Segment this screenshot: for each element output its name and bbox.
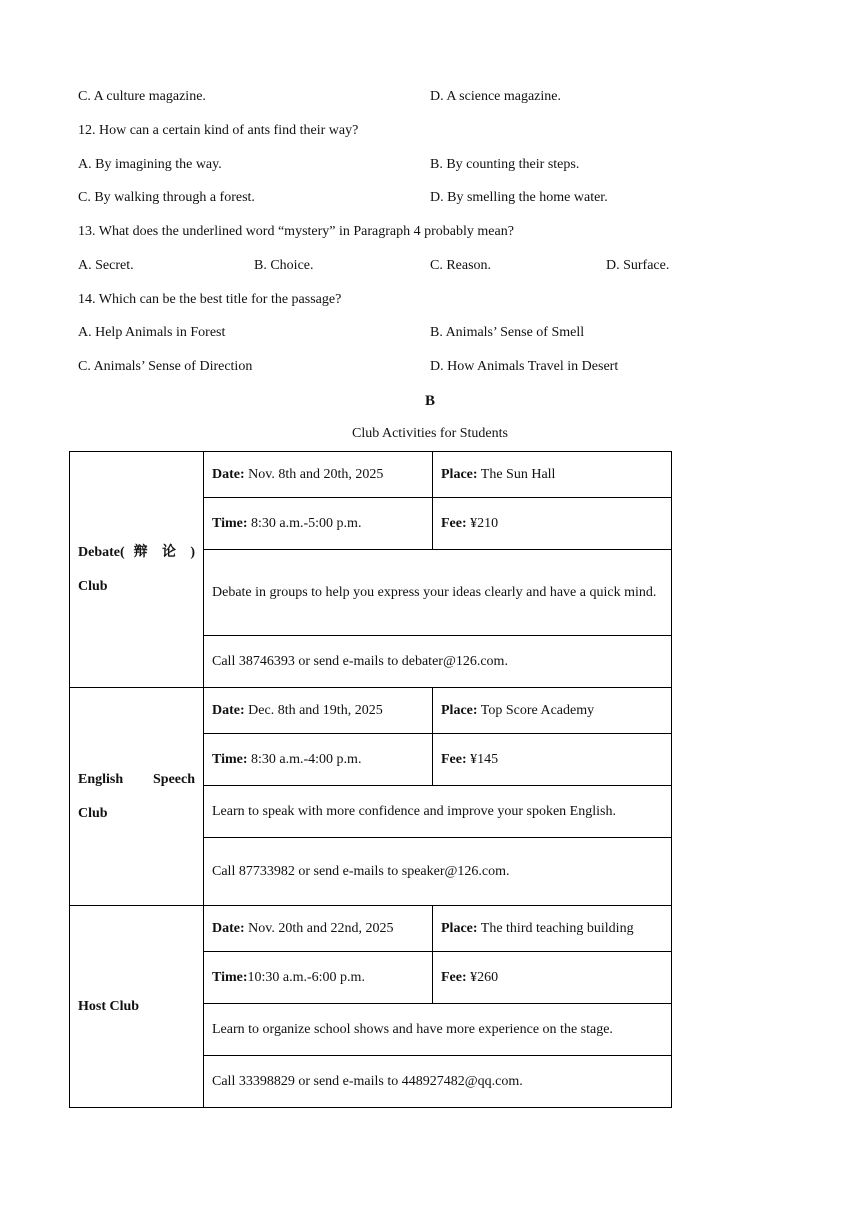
q12-option-d: D. By smelling the home water. — [430, 190, 608, 205]
q12-option-b: B. By counting their steps. — [430, 157, 580, 172]
date-label: Date: — [212, 702, 245, 718]
club-activities-table — [69, 451, 672, 1108]
date-value: Dec. 8th and 19th, 2025 — [244, 702, 383, 718]
club-description: Learn to speak with more confidence and improve your spoken English. — [204, 786, 672, 838]
fee-label: Fee: — [441, 751, 467, 767]
club-contact: Call 33398829 or send e-mails to 448927482@qq.com. — [204, 1056, 672, 1108]
club-place-cell — [433, 906, 672, 952]
fee-label: Fee: — [441, 969, 467, 985]
club-place-cell — [433, 452, 672, 498]
q12-option-c: C. By walking through a forest. — [78, 190, 255, 205]
place-value: The Sun Hall — [477, 466, 556, 482]
section-title: Club Activities for Students — [352, 426, 508, 441]
table-row — [70, 906, 672, 952]
q13-option-c: C. Reason. — [430, 258, 492, 273]
club-contact: Call 87733982 or send e-mails to speaker@126.com. — [204, 838, 672, 906]
club-time-cell — [204, 952, 433, 1004]
q13-option-b: B. Choice. — [254, 258, 314, 273]
place-label: Place: — [441, 920, 478, 936]
q12-stem: 12. How can a certain kind of ants find their way? — [78, 123, 359, 138]
time-value: 8:30 a.m.-4:00 p.m. — [247, 751, 362, 767]
date-label: Date: — [212, 466, 245, 482]
club-name-line: Debate( 辩 论 ) — [78, 544, 195, 560]
q14-option-a: A. Help Animals in Forest — [78, 325, 226, 340]
club-name-line: Host Club — [78, 998, 140, 1014]
club-name-line: Club — [78, 805, 108, 821]
q14-stem: 14. Which can be the best title for the passage? — [78, 292, 342, 307]
time-label: Time: — [212, 751, 248, 767]
fee-value: ¥210 — [466, 515, 499, 531]
time-value: 10:30 a.m.-6:00 p.m. — [247, 969, 365, 985]
table-row — [70, 688, 672, 734]
club-name-english-speech — [70, 688, 204, 906]
q13-option-d: D. Surface. — [606, 258, 670, 273]
club-place-cell — [433, 688, 672, 734]
q14-option-d: D. How Animals Travel in Desert — [430, 359, 619, 374]
q13-stem: 13. What does the underlined word “mystery” in Paragraph 4 probably mean? — [78, 224, 514, 239]
fee-value: ¥145 — [466, 751, 499, 767]
time-label: Time: — [212, 969, 248, 985]
club-fee-cell — [433, 734, 672, 786]
fee-label: Fee: — [441, 515, 467, 531]
q13-option-a: A. Secret. — [78, 258, 134, 273]
date-value: Nov. 8th and 20th, 2025 — [244, 466, 384, 482]
fee-value: ¥260 — [466, 969, 499, 985]
q12-option-a: A. By imagining the way. — [78, 157, 222, 172]
club-contact: Call 38746393 or send e-mails to debater@126.com. — [204, 636, 672, 688]
club-description: Learn to organize school shows and have more experience on the stage. — [204, 1004, 672, 1056]
club-fee-cell — [433, 952, 672, 1004]
club-time-cell — [204, 498, 433, 550]
club-name-line: Club — [78, 578, 108, 594]
time-label: Time: — [212, 515, 248, 531]
club-fee-cell — [433, 498, 672, 550]
club-name-line: English Speech — [78, 771, 195, 787]
time-value: 8:30 a.m.-5:00 p.m. — [247, 515, 362, 531]
place-label: Place: — [441, 466, 478, 482]
q11-option-d: D. A science magazine. — [430, 89, 562, 104]
section-letter: B — [424, 393, 435, 409]
place-label: Place: — [441, 702, 478, 718]
date-label: Date: — [212, 920, 245, 936]
q14-option-c: C. Animals’ Sense of Direction — [78, 359, 253, 374]
club-date-cell — [204, 906, 433, 952]
club-name-debate — [70, 452, 204, 688]
place-value: Top Score Academy — [477, 702, 595, 718]
club-time-cell — [204, 734, 433, 786]
club-description: Debate in groups to help you express your ideas clearly and have a quick mind. — [204, 550, 672, 636]
date-value: Nov. 20th and 22nd, 2025 — [244, 920, 394, 936]
place-value: The third teaching building — [477, 920, 634, 936]
q14-option-b: B. Animals’ Sense of Smell — [430, 325, 585, 340]
club-name-host — [70, 906, 204, 1108]
club-date-cell — [204, 452, 433, 498]
club-date-cell — [204, 688, 433, 734]
table-row — [70, 452, 672, 498]
q11-option-c: C. A culture magazine. — [78, 89, 206, 104]
